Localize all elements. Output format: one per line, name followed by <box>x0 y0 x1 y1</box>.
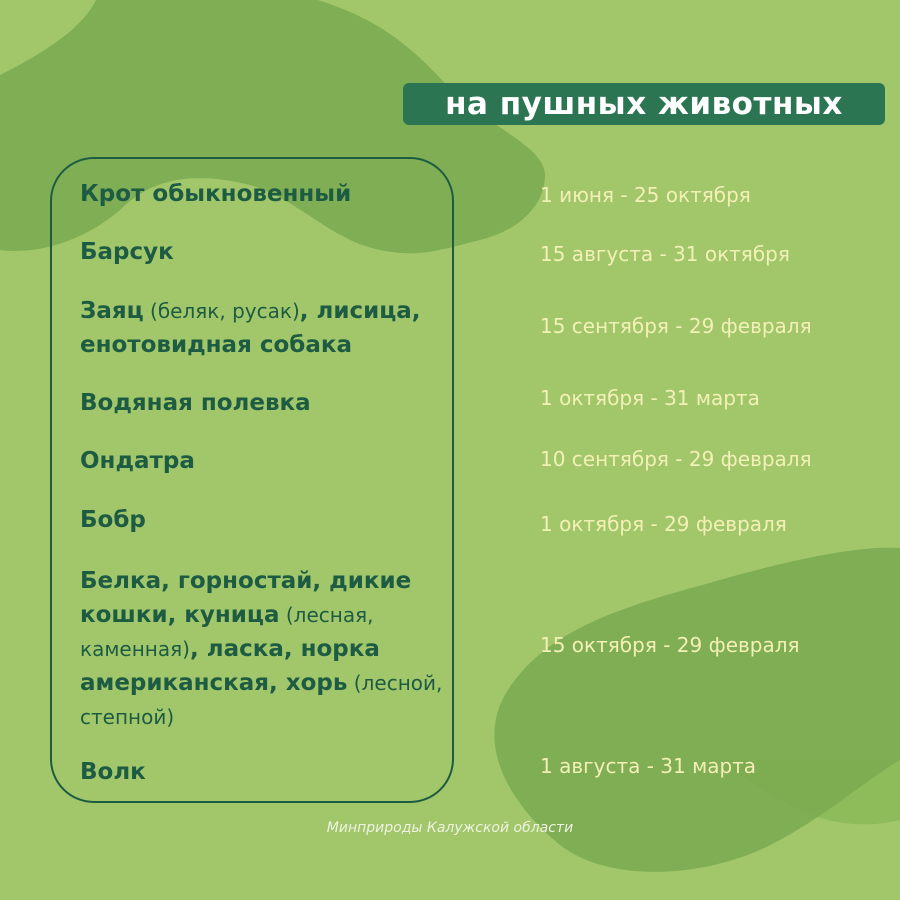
page-title: на пушных животных <box>445 85 843 122</box>
species-name <box>80 386 450 420</box>
season-dates: 1 октября - 29 февраля <box>540 512 787 536</box>
season-dates: 1 августа - 31 марта <box>540 754 757 778</box>
species-name <box>80 235 450 269</box>
season-dates: 1 октября - 31 марта <box>540 386 760 410</box>
species-part: Барсук <box>80 239 174 265</box>
species-part: Крот обыкновенный <box>80 181 352 207</box>
species-name <box>80 177 450 211</box>
species-part: (беляк, русак) <box>143 299 300 323</box>
species-part: Заяц <box>80 298 144 324</box>
footer-credit: Минприроды Калужской области <box>326 820 574 836</box>
species-part: Белка, горностай, дикие кошки, куница <box>80 568 412 628</box>
season-dates: 10 сентября - 29 февраля <box>540 447 812 471</box>
species-name <box>80 755 450 789</box>
species-part: , лисица, енотовидная собака <box>80 298 421 358</box>
species-part: Водяная полевка <box>80 390 311 416</box>
species-part: , ласка, норка американская, хорь <box>80 636 380 696</box>
season-dates: 15 сентября - 29 февраля <box>540 314 812 338</box>
species-part: Ондатра <box>80 448 195 474</box>
season-dates: 15 августа - 31 октября <box>540 242 790 266</box>
species-name <box>80 503 450 537</box>
species-part: Бобр <box>80 507 146 533</box>
season-dates: 1 июня - 25 октября <box>540 183 751 207</box>
title-badge <box>403 83 885 125</box>
species-part: Волк <box>80 759 146 785</box>
species-part: (лесная, каменная) <box>80 603 374 661</box>
species-name <box>80 294 450 362</box>
species-part: (лесной, степной) <box>80 671 443 729</box>
species-name <box>80 564 450 734</box>
species-name <box>80 444 450 478</box>
season-dates: 15 октября - 29 февраля <box>540 633 800 657</box>
